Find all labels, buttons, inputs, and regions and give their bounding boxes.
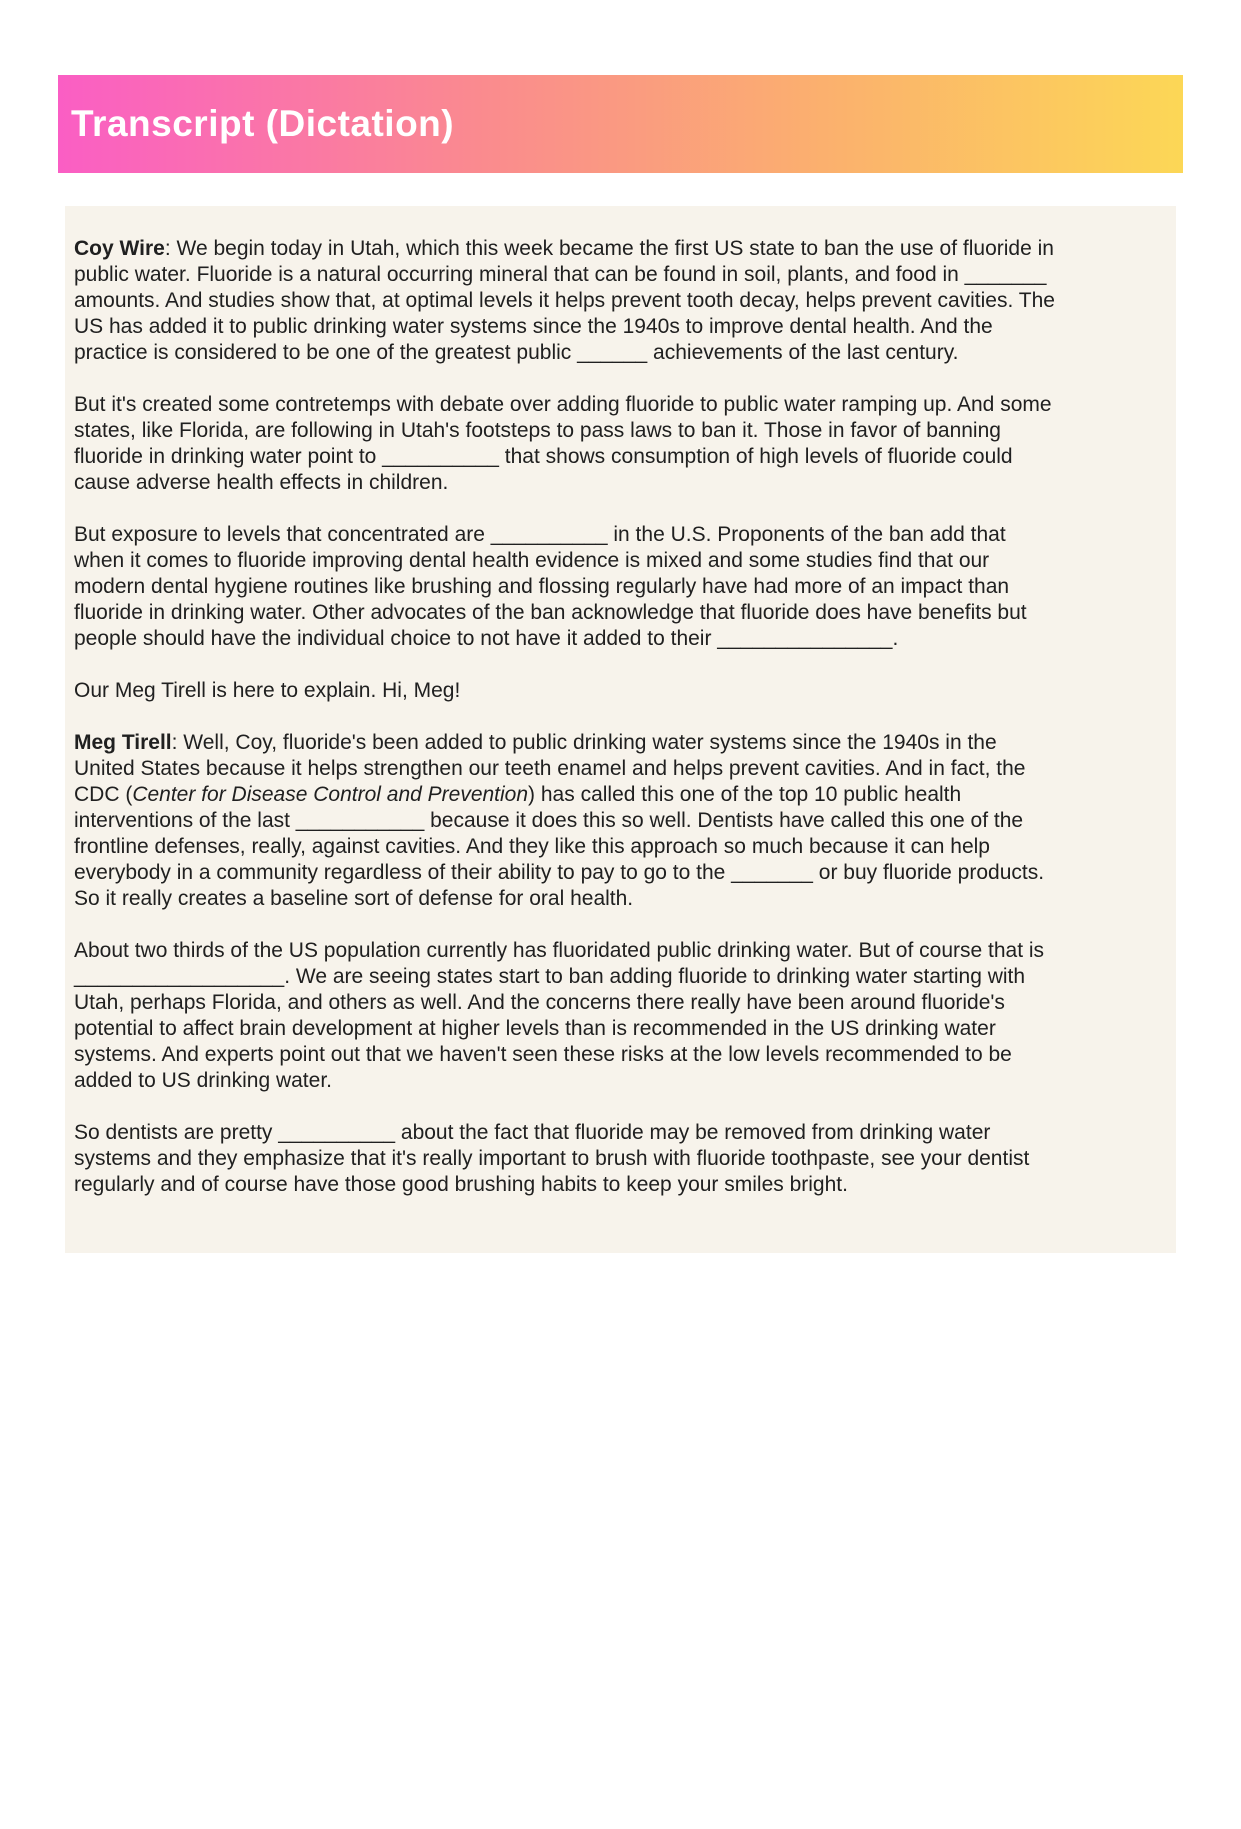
transcript-paragraph <box>74 236 1058 366</box>
transcript-paragraph <box>74 522 1058 652</box>
speaker-name: Coy Wire <box>74 237 165 260</box>
transcript-paragraph <box>74 1120 1058 1198</box>
transcript-paragraph <box>74 938 1058 1094</box>
transcript-paragraph <box>74 730 1058 912</box>
transcript-text: Our Meg Tirell is here to explain. Hi, Meg! <box>74 679 461 702</box>
transcript-panel <box>65 206 1176 1253</box>
transcript-text: : We begin today in Utah, which this week became the first US state to ban the use of fluoride in public water. Fluoride is a natural occurring mineral that can be found in soil, plants, and food in _______ amounts. And studies show that, at optimal levels it helps prevent tooth decay, helps prevent cavities. The US has added it to public drinking water systems since the 1940s to improve dental health. And the practice is considered to be one of the greatest public ______ achievements of the last century. <box>74 237 1055 364</box>
page-title: Transcript (Dictation) <box>71 103 455 144</box>
italic-text: Center for Disease Control and Prevention <box>132 783 529 806</box>
speaker-name: Meg Tirell <box>74 731 172 754</box>
header-banner <box>58 75 1183 173</box>
transcript-paragraph <box>74 392 1058 496</box>
transcript-text: But it's created some contretemps with debate over adding fluoride to public water ramping up. And some states, like Florida, are following in Utah's footsteps to pass laws to ban it. Those in favor of banning fluoride in drinking water point to __________ that shows consumption of high levels of fluoride could cause adverse health effects in children. <box>74 393 1052 494</box>
transcript-text: About two thirds of the US population currently has fluoridated public drinking water. But of course that is __________________. We are seeing states start to ban adding fluoride to drinking water starting with Utah, perhaps Florida, and others as well. And the concerns there really have been around fluoride's potential to affect brain development at higher levels than is recommended in the US drinking water systems. And experts point out that we haven't seen these risks at the low levels recommended to be added to US drinking water. <box>74 939 1045 1092</box>
transcript-text: So dentists are pretty __________ about the fact that fluoride may be removed from drinking water systems and they emphasize that it's really important to brush with fluoride toothpaste, see your dentist regularly and of course have those good brushing habits to keep your smiles bright. <box>74 1121 1030 1196</box>
transcript-text: : Well, Coy, fluoride's been added to public drinking water systems since the 1940s in the United States because it helps strengthen our teeth enamel and helps prevent cavities. And in fact, the CDC ( <box>74 731 1026 806</box>
transcript-text: ) has called this one of the top 10 public health interventions of the last ___________ because it does this so well. Dentists have called this one of the frontline defenses, really, against cavities. And they like this approach so much because it can help everybody in a community regardless of their ability to pay to go to the _______ or buy fluoride products. So it really creates a baseline sort of defense for oral health. <box>74 783 1045 910</box>
transcript-paragraph <box>74 678 1058 704</box>
transcript-text: But exposure to levels that concentrated are __________ in the U.S. Proponents of the ban add that when it comes to fluoride improving dental health evidence is mixed and some studies find that our modern dental hygiene routines like brushing and flossing regularly have had more of an impact than fluoride in drinking water. Other advocates of the ban acknowledge that fluoride does have benefits but people should have the individual choice to not have it added to their _______________. <box>74 523 1027 650</box>
